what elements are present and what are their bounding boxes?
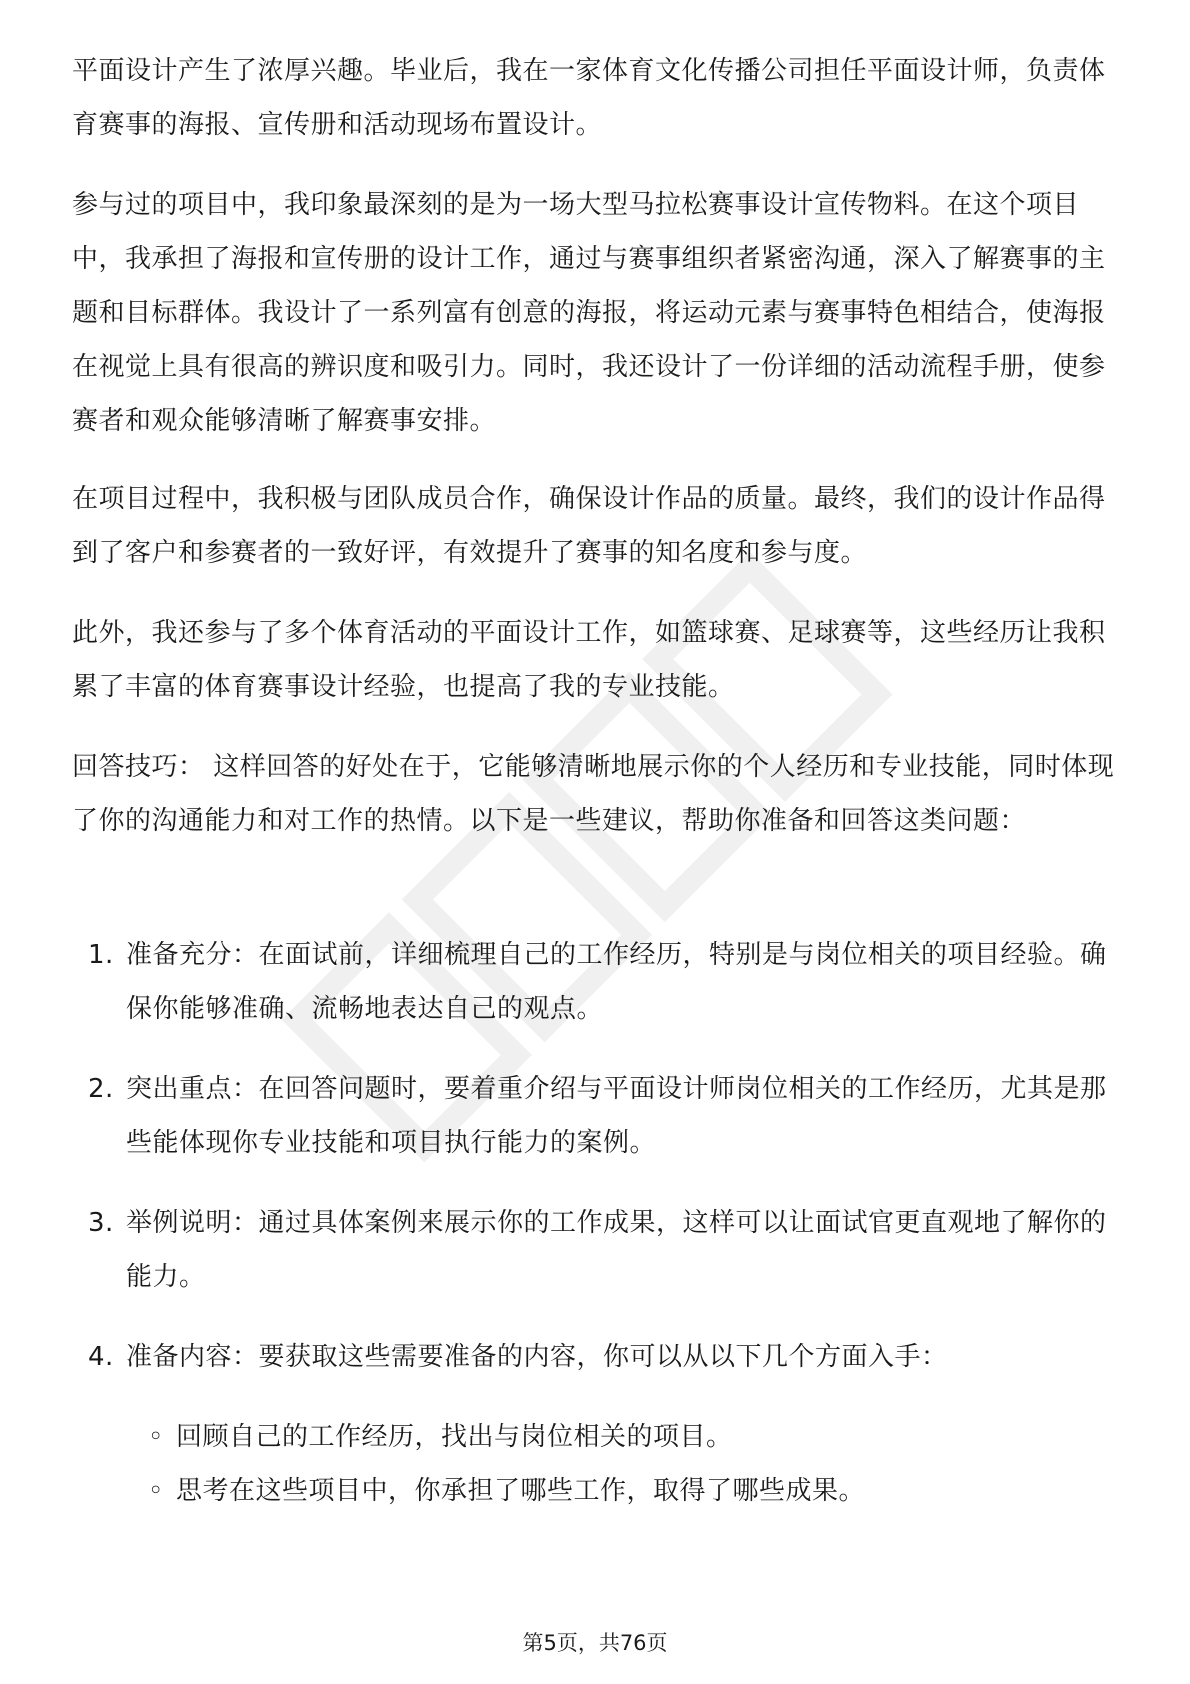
list-item-text: 突出重点：在回答问题时，要着重介绍与平面设计师岗位相关的工作经历，尤其是那些能体现你专业技能和项目执行能力的案例。: [126, 1074, 1107, 1158]
paragraph-intro: 平面设计产生了浓厚兴趣。毕业后，我在一家体育文化传播公司担任平面设计师，负责体育赛事的海报、宣传册和活动现场布置设计。: [72, 56, 1106, 140]
list-number: 4.: [88, 1342, 114, 1372]
list-item-text: 举例说明：通过具体案例来展示你的工作成果，这样可以让面试官更直观地了解你的能力。: [126, 1208, 1107, 1292]
paragraph-other-experience: 此外，我还参与了多个体育活动的平面设计工作，如篮球赛、足球赛等，这些经历让我积累了丰富的体育赛事设计经验，也提高了我的专业技能。: [72, 618, 1106, 702]
list-item-text: 准备充分：在面试前，详细梳理自己的工作经历，特别是与岗位相关的项目经验。确保你能够准确、流畅地表达自己的观点。: [126, 940, 1107, 1024]
list-number: 3.: [88, 1208, 114, 1238]
list-number: 1.: [88, 940, 114, 970]
bullet-icon: ◦: [148, 1476, 164, 1506]
bullet-icon: ◦: [148, 1422, 164, 1452]
paragraph-teamwork: 在项目过程中，我积极与团队成员合作，确保设计作品的质量。最终，我们的设计作品得到了客户和参赛者的一致好评，有效提升了赛事的知名度和参与度。: [72, 484, 1106, 568]
sub-list-item-text: 回顾自己的工作经历，找出与岗位相关的项目。: [176, 1422, 733, 1452]
paragraph-project: 参与过的项目中，我印象最深刻的是为一场大型马拉松赛事设计宣传物料。在这个项目中，我承担了海报和宣传册的设计工作，通过与赛事组织者紧密沟通，深入了解赛事的主题和目标群体。我设计了一系列富有创意的海报，将运动元素与赛事特色相结合，使海报在视觉上具有很高的辨识度和吸引力。同时，我还设计了一份详细的活动流程手册，使参赛者和观众能够清晰了解赛事安排。: [72, 190, 1106, 436]
list-item-text: 准备内容：要获取这些需要准备的内容，你可以从以下几个方面入手：: [126, 1342, 948, 1372]
sub-list-item-text: 思考在这些项目中，你承担了哪些工作，取得了哪些成果。: [176, 1476, 866, 1506]
paragraph-answer-tips: 回答技巧： 这样回答的好处在于，它能够清晰地展示你的个人经历和专业技能，同时体现了你的沟通能力和对工作的热情。以下是一些建议，帮助你准备和回答这类问题：: [72, 752, 1115, 836]
list-number: 2.: [88, 1074, 114, 1104]
page-footer: 第5页，共76页: [522, 1631, 668, 1655]
